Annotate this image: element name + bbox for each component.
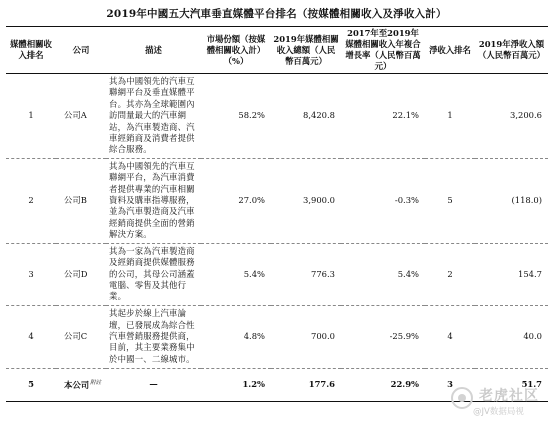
rank-cell: 2 bbox=[6, 158, 56, 243]
header-cagr: 2017年至2019年媒體相關收入年複合增長率（人民幣百萬元） bbox=[341, 27, 425, 74]
net-rank-cell: 4 bbox=[425, 305, 475, 368]
table-row bbox=[6, 243, 548, 305]
desc-cell: 其起步於線上汽車論壇，已發展成為綜合性汽車營銷服務提供商，目前，其主要業務集中於中國一、二線城市。 bbox=[106, 305, 201, 368]
cagr-cell: -25.9% bbox=[341, 305, 425, 368]
net-cell: (118.0) bbox=[475, 158, 548, 243]
company-cell: 公司A bbox=[56, 74, 106, 159]
page-title: 2019年中國五大汽車垂直媒體平台排名（按媒體相關收入及淨收入計） bbox=[106, 8, 447, 20]
header-share: 市場份額（按媒體相關收入計）（%） bbox=[201, 27, 271, 74]
company-cell: 公司C bbox=[56, 305, 106, 368]
net-cell: 40.0 bbox=[475, 305, 548, 368]
table-header-row bbox=[6, 27, 548, 74]
net-rank-cell: 3 bbox=[425, 368, 475, 401]
cagr-cell: -0.3% bbox=[341, 158, 425, 243]
footnote-marker: 附註 bbox=[90, 380, 102, 387]
net-cell: 51.7 bbox=[475, 368, 548, 401]
net-rank-cell: 2 bbox=[425, 243, 475, 305]
header-desc: 描述 bbox=[106, 27, 201, 74]
desc-cell: 其為中國領先的汽車互聯網平台及垂直媒體平台。其亦為全球範圍內訪問量最大的汽車網站，為汽車製造商、汽車經銷商及消費者提供綜合服務。 bbox=[106, 74, 201, 159]
revenue-cell: 776.3 bbox=[271, 243, 341, 305]
net-cell: 3,200.6 bbox=[475, 74, 548, 159]
table-row bbox=[6, 305, 548, 368]
ranking-table bbox=[6, 26, 548, 402]
revenue-cell: 177.6 bbox=[271, 368, 341, 401]
table-row bbox=[6, 158, 548, 243]
net-cell: 154.7 bbox=[475, 243, 548, 305]
rank-cell: 4 bbox=[6, 305, 56, 368]
share-cell: 5.4% bbox=[201, 243, 271, 305]
header-revenue: 2019年媒體相關收入總額（人民幣百萬元） bbox=[271, 27, 341, 74]
desc-cell: 其為一家為汽車製造商及經銷商提供媒體服務的公司，其母公司涵蓋電腦、零售及其他行業。 bbox=[106, 243, 201, 305]
company-cell: 公司B bbox=[56, 158, 106, 243]
share-cell: 58.2% bbox=[201, 74, 271, 159]
share-cell: 27.0% bbox=[201, 158, 271, 243]
cagr-cell: 22.9% bbox=[341, 368, 425, 401]
rank-cell: 5 bbox=[6, 368, 56, 401]
rank-cell: 1 bbox=[6, 74, 56, 159]
net-rank-cell: 1 bbox=[425, 74, 475, 159]
tiger-logo-icon bbox=[451, 387, 473, 409]
revenue-cell: 8,420.8 bbox=[271, 74, 341, 159]
company-name: 本公司 bbox=[64, 379, 90, 390]
cagr-cell: 22.1% bbox=[341, 74, 425, 159]
watermark bbox=[451, 383, 547, 417]
watermark-handle: @JV数据局视 bbox=[473, 407, 524, 417]
company-cell bbox=[56, 368, 106, 401]
share-cell: 4.8% bbox=[201, 305, 271, 368]
header-rank: 媒體相關收入排名 bbox=[6, 27, 56, 74]
cagr-cell: 5.4% bbox=[341, 243, 425, 305]
revenue-cell: 700.0 bbox=[271, 305, 341, 368]
desc-cell: 其為中國領先的汽車互聯網平台，為汽車消費者提供專業的汽車相關資料及購車指導服務，並為汽車製造商及汽車經銷商提供全面的營銷解決方案。 bbox=[106, 158, 201, 243]
watermark-brand: 老虎社区 bbox=[479, 388, 539, 404]
company-cell: 公司D bbox=[56, 243, 106, 305]
net-rank-cell: 5 bbox=[425, 158, 475, 243]
table-row bbox=[6, 74, 548, 159]
desc-cell: — bbox=[106, 368, 201, 401]
header-net-rank: 淨收入排名 bbox=[425, 27, 475, 74]
header-company: 公司 bbox=[56, 27, 106, 74]
rank-cell: 3 bbox=[6, 243, 56, 305]
share-cell: 1.2% bbox=[201, 368, 271, 401]
revenue-cell: 3,900.0 bbox=[271, 158, 341, 243]
header-net: 2019年淨收入額（人民幣百萬元） bbox=[475, 27, 548, 74]
